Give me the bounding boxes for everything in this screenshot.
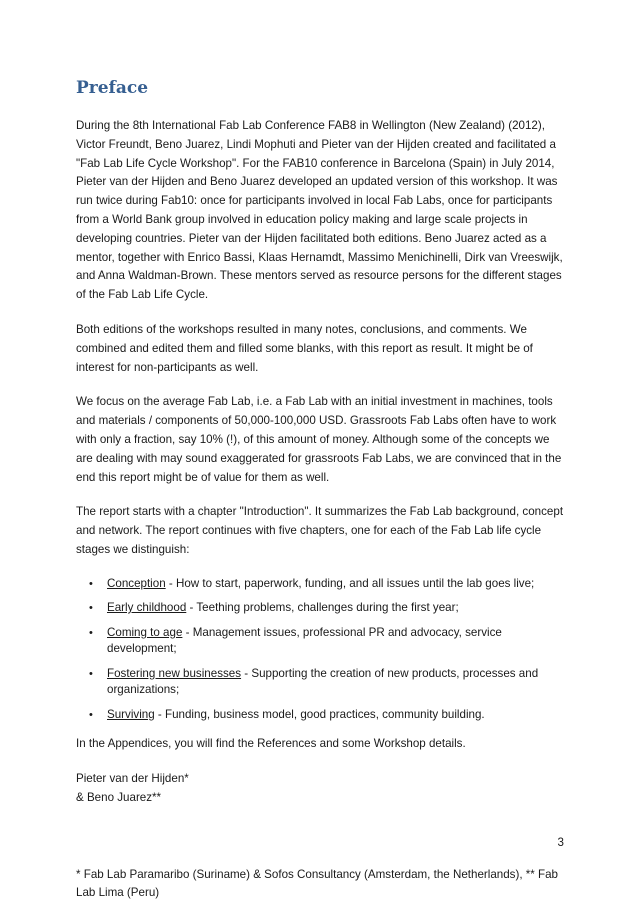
list-item-conception — [76, 576, 564, 593]
stage-term: Early childhood — [107, 601, 187, 615]
life-cycle-stage-list — [76, 576, 564, 724]
list-item-surviving — [76, 707, 564, 724]
bullet-icon: • — [89, 602, 93, 615]
bullet-icon: • — [89, 667, 93, 680]
stage-term: Conception — [107, 576, 166, 590]
paragraph-history: During the 8th International Fab Lab Conference FAB8 in Wellington (New Zealand) (2012), Victor Freundt, Beno Juarez, Lindi Mophuti and Pieter van der Hijden created and facilitated a "Fab Lab Life Cycle Workshop". For the FAB10 conference in Barcelona (Spain) in July 2014, Pieter van der Hijden and Beno Juarez developed an updated version of this workshop. It was run twice during Fab10: once for participants involved in local Fab Labs, once for participants from a World Bank group involved in education policy making and large scale projects in developing countries. Pieter van der Hijden facilitated both editions. Beno Juarez acted as a mentor, together with Enrico Bassi, Klaas Hernamdt, Massimo Menichinelli, Dirk van Vreeswijk, and Anna Waldman-Brown. These mentors served as resource persons for the different stages of the Fab Lab Life Cycle. — [76, 119, 563, 302]
signature-line: Pieter van der Hijden* — [76, 772, 189, 786]
stage-description: - Funding, business model, good practices, community building. — [154, 707, 485, 721]
stage-term: Fostering new businesses — [107, 666, 242, 680]
page-number: 3 — [557, 836, 564, 849]
stage-description: - How to start, paperwork, funding, and all issues until the lab goes live; — [165, 576, 535, 590]
page-title: Preface — [76, 78, 149, 98]
bullet-icon: • — [89, 577, 93, 590]
list-item-early-childhood — [76, 600, 564, 617]
stage-description: - Teething problems, challenges during the first year; — [186, 601, 459, 615]
list-item-fostering-new-businesses — [76, 666, 564, 699]
paragraph-focus: We focus on the average Fab Lab, i.e. a Fab Lab with an initial investment in machines, tools and materials / components of 50,000-100,000 USD. Grassroots Fab Labs often have to work with only a fraction, say 10% (!), of this amount of money. Although some of the concepts we are dealing with may sound exaggerated for grassroots Fab Labs, we are convinced that in the end this report might be of value for them as well. — [76, 395, 562, 484]
paragraph-structure: The report starts with a chapter "Introduction". It summarizes the Fab Lab background, concept and network. The report continues with five chapters, one for each of the Fab Lab life cycle stages we distinguish: — [76, 505, 564, 556]
stage-description: - Management issues, professional PR and advocacy, service development; — [107, 625, 502, 656]
signature-line: & Beno Juarez** — [76, 790, 162, 804]
signature-block — [76, 770, 564, 808]
paragraph-editions: Both editions of the workshops resulted in many notes, conclusions, and comments. We combined and edited them and filled some blanks, with this report as result. It might be of interest for non-participants as well. — [76, 322, 533, 374]
bullet-icon: • — [89, 708, 93, 721]
footnote: * Fab Lab Paramaribo (Suriname) & Sofos Consultancy (Amsterdam, the Netherlands), ** Fab Lab Lima (Peru) — [76, 867, 559, 900]
paragraph-appendices: In the Appendices, you will find the References and some Workshop details. — [76, 737, 466, 751]
stage-term: Coming to age — [107, 625, 183, 639]
stage-description: - Supporting the creation of new products, processes and organizations; — [107, 666, 539, 697]
stage-term: Surviving — [107, 707, 155, 721]
bullet-icon: • — [89, 626, 93, 639]
list-item-coming-to-age — [76, 625, 564, 658]
